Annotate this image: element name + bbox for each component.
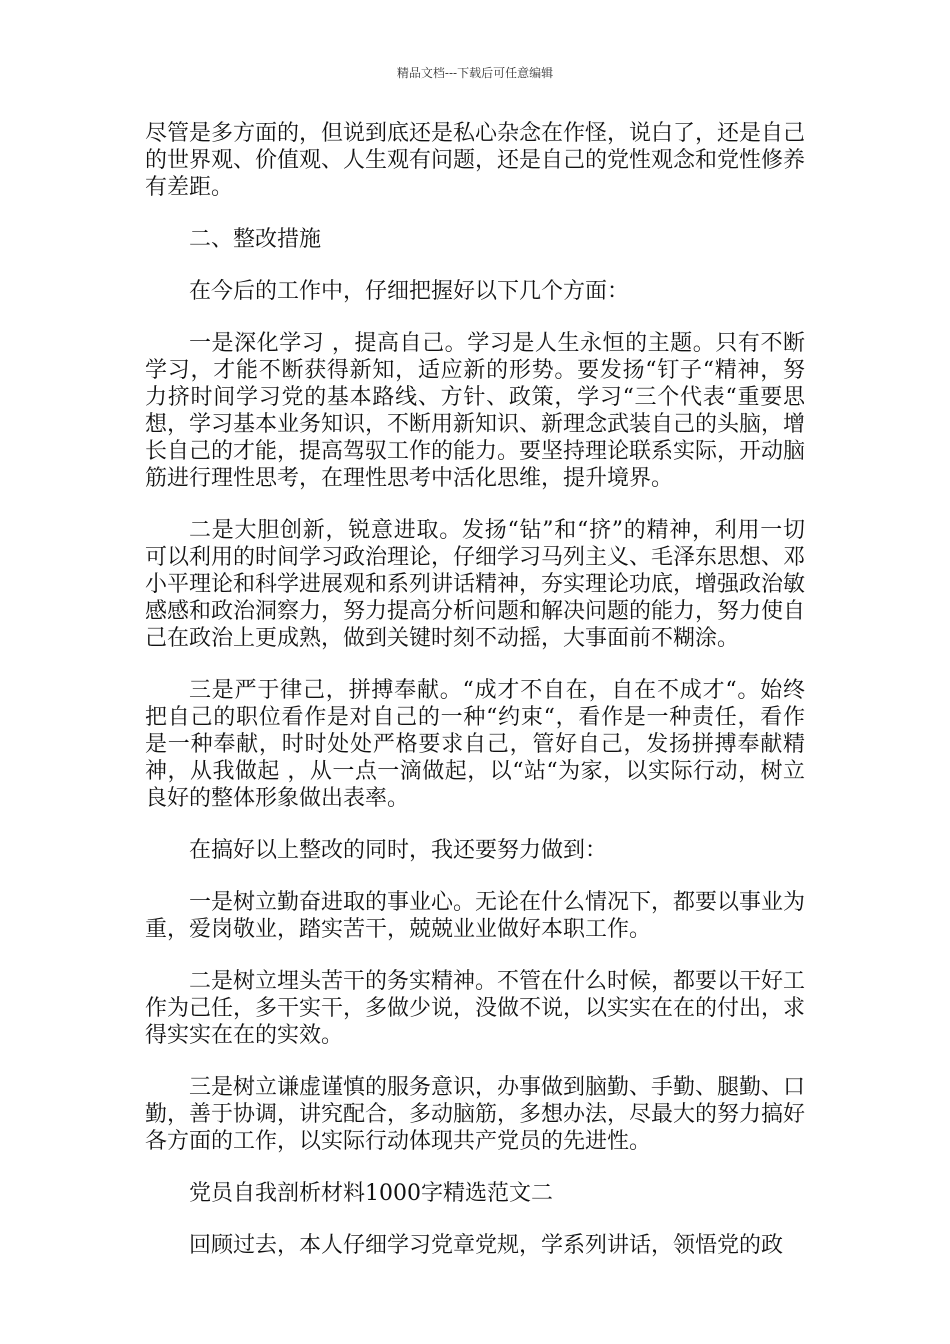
paragraph-point-three: 三是严于律己，拼搏奉献。“成才不自在，自在不成才“。始终把自己的职位看作是对自己的一种“约束“，看作是一种责任，看作是一种奉献，时时处处严格要求自己，管好自己，发扬拼搏奉献精神，从我做起 ，从一点一滴做起，以“站“为家，以实际行动，树立良好的整体形象做出表率。 <box>145 678 805 811</box>
paragraph-point-one: 一是深化学习 ，提高自己。学习是人生永恒的主题。只有不断学习，才能不断获得新知，适应新的形势。要发扬“钉子“精神，努力挤时间学习党的基本路线、方针、政策，学习“三个代表“重要思想，学习基本业务知识，不断用新知识、新理念武装自己的头脑，增长自己的才能，提高驾驭工作的能力。要坚持理论联系实际，开动脑筋进行理性思考，在理性思考中活化思维，提升境界。 <box>145 331 806 491</box>
paragraph-sample-two-start: 回顾过去，本人仔细学习党章党规，学系列讲话，领悟党的政 <box>189 1233 784 1258</box>
paragraph-intro: 在今后的工作中，仔细把握好以下几个方面： <box>189 279 630 304</box>
sample-two-title: 党员自我剖析材料1000字精选范文二 <box>189 1181 553 1206</box>
section-heading-rectification: 二、整改措施 <box>189 227 322 252</box>
paragraph-additional-one: 一是树立勤奋进取的事业心。无论在什么情况下，都要以事业为重，爱岗敬业，踏实苦干，兢兢业业做好本职工作。 <box>145 890 806 942</box>
page-header: 精品文档---下载后可任意编辑 <box>396 66 554 80</box>
paragraph-additional-two: 二是树立埋头苦干的务实精神。不管在什么时候，都要以干好工作为己任，多干实干，多做少说，没做不说，以实实在在的付出，求得实实在在的实效。 <box>145 969 806 1048</box>
paragraph-additional-intro: 在搞好以上整改的同时，我还要努力做到： <box>189 838 608 863</box>
paragraph-point-two: 二是大胆创新，锐意进取。发扬“钻”和“挤”的精神，利用一切可以利用的时间学习政治理论，仔细学习马列主义、毛泽东思想、邓小平理论和科学进展观和系列讲话精神，夯实理论功底，增强政治敏感感和政治洞察力，努力提高分析问题和解决问题的能力，努力使自己在政治上更成熟，做到关键时刻不动摇，大事面前不糊涂。 <box>145 518 806 651</box>
document-body <box>145 120 805 1284</box>
paragraph-continuation: 尽管是多方面的，但说到底还是私心杂念在作怪，说白了，还是自己的世界观、价值观、人生观有问题，还是自己的党性观念和党性修养有差距。 <box>145 121 806 200</box>
paragraph-additional-three: 三是树立谦虚谨慎的服务意识，办事做到脑勤、手勤、腿勤、口勤，善于协调，讲究配合，多动脑筋，多想办法，尽最大的努力搞好各方面的工作，以实际行动体现共产党员的先进性。 <box>145 1075 806 1154</box>
